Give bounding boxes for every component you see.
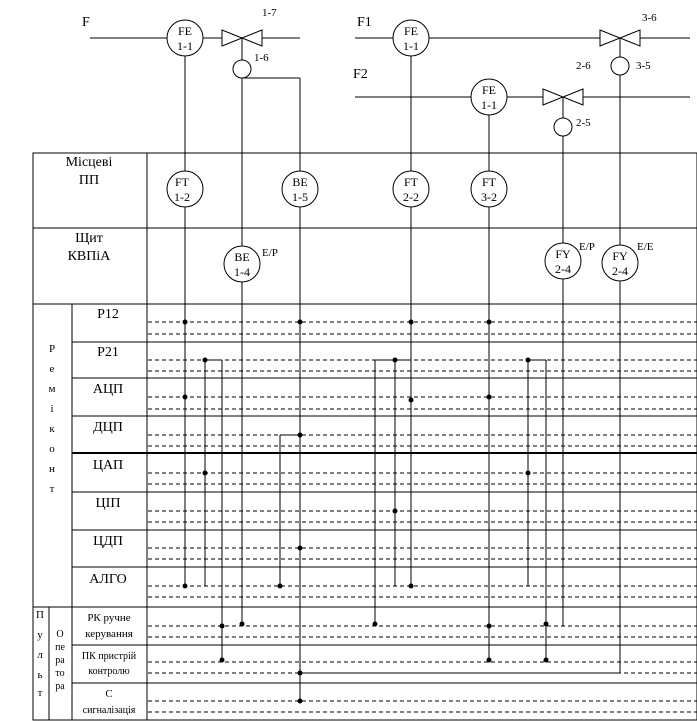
fe-f-tag: FE — [177, 24, 193, 38]
line-label-f: F — [82, 15, 90, 30]
sig-line1: С — [105, 688, 113, 700]
svg-text:о: о — [49, 443, 55, 455]
fe-f2-tag: FE — [481, 83, 497, 97]
fe-f1-num: 1-1 — [403, 39, 419, 53]
zone-panel-line1: Щит — [75, 231, 103, 246]
module-ddc: ДЦП — [93, 420, 123, 435]
ft22-num: 2-2 — [403, 190, 419, 204]
module-dac: ЦАП — [92, 458, 124, 473]
module-dpc: ЦДП — [93, 534, 123, 549]
ft32-num: 3-2 — [481, 190, 497, 204]
line-label-f2: F2 — [353, 67, 368, 82]
be15-tag: BE — [292, 175, 308, 189]
module-dic: ЦІП — [95, 496, 121, 511]
ft12-num: 1-2 — [174, 190, 190, 204]
operator-vertical-label — [55, 629, 65, 692]
svg-text:л: л — [37, 649, 43, 661]
remikont-vertical-label — [49, 343, 56, 495]
pult-vertical-label — [36, 609, 44, 699]
fy24b-num: 2-4 — [612, 264, 628, 278]
rk-line1: РК ручне — [87, 612, 131, 624]
svg-text:е: е — [49, 363, 55, 375]
svg-text:т: т — [37, 687, 43, 699]
fe-f-num: 1-1 — [177, 39, 193, 53]
svg-text:к: к — [49, 423, 55, 435]
conv-ee: E/E — [637, 241, 654, 253]
conv-ep-2: E/P — [579, 241, 595, 253]
svg-text:м: м — [48, 383, 56, 395]
be14-tag: BE — [234, 250, 250, 264]
svg-text:ра: ра — [55, 655, 65, 666]
actuator-3-5 — [611, 57, 629, 75]
valve-label-3-6: 3-6 — [642, 12, 657, 24]
actuator-1-6 — [233, 60, 251, 78]
fe-f1-tag: FE — [403, 24, 419, 38]
svg-text:ра: ра — [55, 681, 65, 692]
ft32-tag: FT — [481, 175, 497, 189]
zone-local-line2: ПП — [78, 173, 100, 188]
module-adc: АЦП — [92, 382, 124, 397]
fy24b-tag: FY — [612, 249, 628, 263]
sig-line2: сигналізація — [82, 705, 136, 716]
valve-label-3-5: 3-5 — [636, 60, 651, 72]
ft12-tag: FT — [174, 175, 190, 189]
svg-text:і: і — [50, 403, 54, 415]
module-p12: Р12 — [97, 307, 119, 322]
module-p21: Р21 — [97, 345, 119, 360]
svg-text:у: у — [37, 629, 43, 641]
svg-text:пе: пе — [55, 642, 65, 653]
svg-text:то: то — [55, 668, 65, 679]
valve-label-1-7: 1-7 — [262, 7, 277, 19]
valve-label-2-5: 2-5 — [576, 117, 591, 129]
svg-text:Р: Р — [48, 343, 56, 355]
fy24a-num: 2-4 — [555, 262, 571, 276]
fe-f2-num: 1-1 — [481, 98, 497, 112]
svg-text:П: П — [36, 609, 44, 621]
be14-num: 1-4 — [234, 265, 250, 279]
module-algo: АЛГО — [89, 572, 127, 587]
pk-line2: контролю — [88, 666, 130, 677]
pk-line1: ПК пристрій — [81, 651, 137, 662]
conv-ep-1: E/P — [262, 247, 278, 259]
zone-panel-line2: КВПіА — [67, 249, 111, 264]
fy24a-tag: FY — [555, 247, 571, 261]
line-label-f1: F1 — [357, 15, 372, 30]
actuator-2-5 — [554, 118, 572, 136]
rk-line2: керування — [85, 628, 133, 640]
valve-label-1-6: 1-6 — [254, 52, 269, 64]
ft22-tag: FT — [403, 175, 419, 189]
svg-text:О: О — [56, 629, 64, 640]
svg-text:т: т — [49, 483, 55, 495]
valve-label-2-6: 2-6 — [576, 60, 591, 72]
svg-text:ь: ь — [37, 669, 43, 681]
be15-num: 1-5 — [292, 190, 308, 204]
bus-lines — [148, 322, 697, 712]
svg-text:н: н — [49, 463, 55, 475]
zone-local-line1: Місцеві — [65, 155, 113, 170]
